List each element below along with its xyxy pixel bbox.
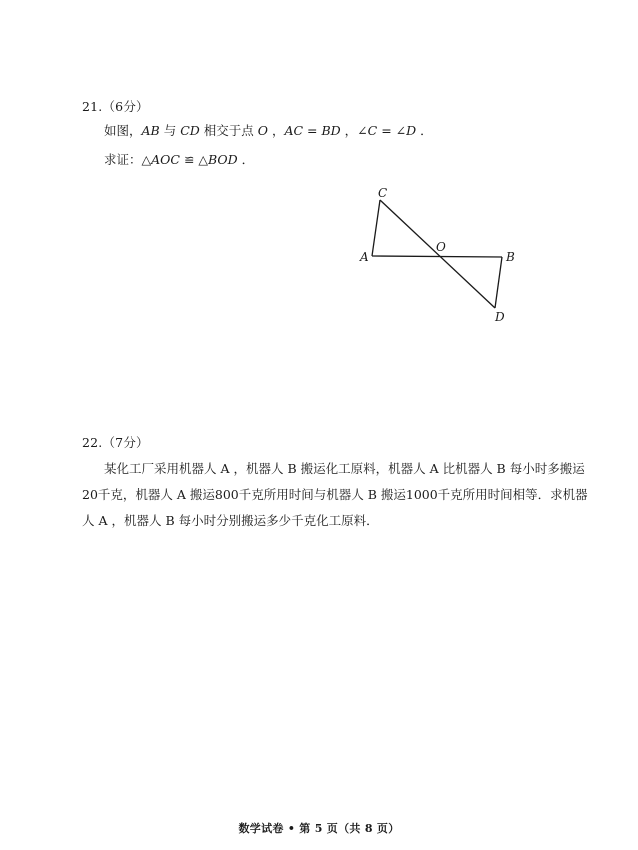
text-segment: ， — [267, 123, 285, 138]
text-segment: ，∠ — [340, 123, 368, 138]
q22-line-3: 人 A ，机器人 B 每小时分别搬运多少千克化工原料． — [82, 513, 379, 528]
var-O: O — [257, 123, 268, 138]
q21-heading: 21.（6分） — [82, 99, 149, 114]
label-B: B — [506, 250, 515, 264]
segment-AB — [372, 256, 502, 257]
text-segment: 相交于点 — [199, 123, 258, 138]
q21-given-line — [104, 123, 433, 139]
var-AOC: AOC — [151, 152, 180, 167]
var-BD: BD — [321, 123, 341, 138]
text-segment: = ∠ — [377, 123, 407, 138]
var-BOD: BOD — [208, 152, 238, 167]
text-segment: = — [303, 123, 322, 138]
q21-prove-line — [104, 152, 254, 168]
text-segment: 求证：△ — [104, 152, 152, 167]
segment-AC — [372, 200, 380, 256]
text-segment: ． — [416, 123, 433, 138]
text-segment: 如图， — [104, 123, 142, 138]
var-AC: AC — [284, 123, 304, 138]
label-A: A — [360, 250, 369, 264]
q22-line-1: 某化工厂采用机器人 A ，机器人 B 搬运化工原料，机器人 A 比机器人 B 每小时多搬运 — [104, 461, 585, 476]
q22-problem-text — [82, 456, 588, 534]
text-segment: 与 — [159, 123, 181, 138]
var-AB: AB — [141, 123, 160, 138]
page-footer: 数学试卷 • 第 5 页（共 8 页） — [238, 822, 400, 835]
label-C: C — [378, 186, 388, 200]
text-segment: ≌ △ — [179, 152, 209, 167]
label-O: O — [436, 240, 446, 254]
q21-geometry-figure — [352, 180, 527, 325]
q22-line-2: 20千克，机器人 A 搬运800千克所用时间与机器人 B 搬运1000千克所用时间相等．求机器 — [82, 487, 588, 502]
var-D: D — [406, 123, 417, 138]
text-segment: ． — [237, 152, 255, 167]
label-D: D — [495, 310, 505, 324]
var-C: C — [367, 123, 378, 138]
q22-heading: 22.（7分） — [82, 435, 149, 450]
segment-CD — [380, 200, 495, 308]
var-CD: CD — [180, 123, 200, 138]
segment-BD — [495, 257, 502, 308]
